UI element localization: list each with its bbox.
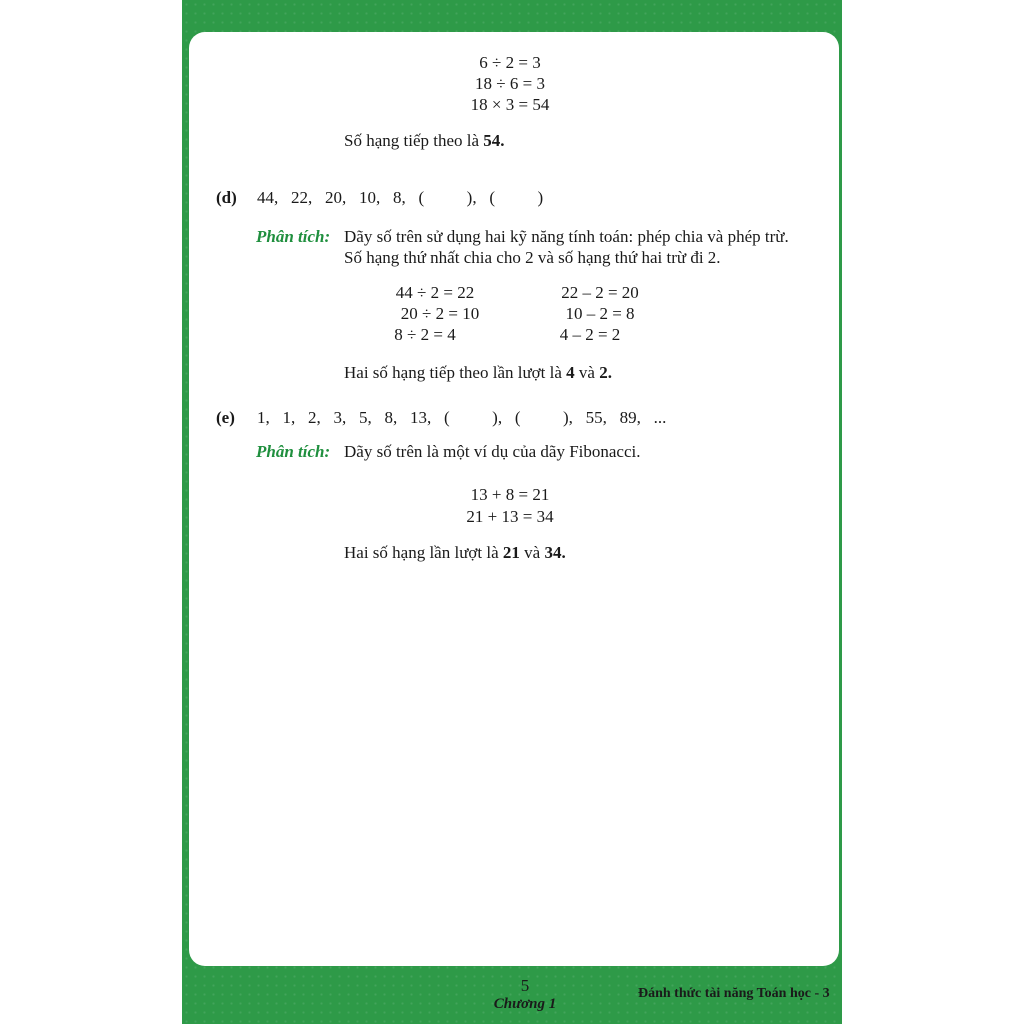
book-title: Đánh thức tài năng Toán học - 3 (638, 986, 830, 1001)
equation: 10 – 2 = 8 (565, 304, 635, 323)
equation: 18 × 3 = 54 (470, 95, 550, 114)
part-label: (e) (216, 408, 235, 427)
analysis-text: Số hạng thứ nhất chia cho 2 và số hạng thứ hai trừ đi 2. (344, 248, 721, 267)
equation: 13 + 8 = 21 (470, 485, 550, 504)
equation: 18 ÷ 6 = 3 (475, 74, 545, 93)
chapter-label: Chương 1 (493, 996, 557, 1012)
result-line: Hai số hạng tiếp theo lần lượt là 4 và 2. (344, 363, 612, 382)
equation: 44 ÷ 2 = 22 (395, 283, 475, 302)
analysis-text: Dãy số trên sử dụng hai kỹ năng tính toán: phép chia và phép trừ. (344, 227, 789, 246)
analysis-label: Phân tích: (256, 442, 331, 461)
page-number: 5 (520, 976, 530, 995)
analysis-label: Phân tích: (256, 227, 331, 246)
sequence-d: 44, 22, 20, 10, 8, ( ), ( ) (257, 188, 544, 207)
equation: 21 + 13 = 34 (466, 507, 554, 526)
result-line: Hai số hạng lần lượt là 21 và 34. (344, 543, 566, 562)
part-label: (d) (216, 188, 237, 207)
result-line: Số hạng tiếp theo là 54. (344, 131, 505, 150)
sequence-e: 1, 1, 2, 3, 5, 8, 13, ( ), ( ), 55, 89, ... (257, 408, 667, 427)
equation: 20 ÷ 2 = 10 (400, 304, 480, 323)
equation: 4 – 2 = 2 (559, 325, 621, 344)
equation: 22 – 2 = 20 (561, 283, 639, 302)
equation: 8 ÷ 2 = 4 (394, 325, 456, 344)
equation: 6 ÷ 2 = 3 (479, 53, 541, 72)
analysis-text: Dãy số trên là một ví dụ của dãy Fibonacci. (344, 442, 641, 461)
